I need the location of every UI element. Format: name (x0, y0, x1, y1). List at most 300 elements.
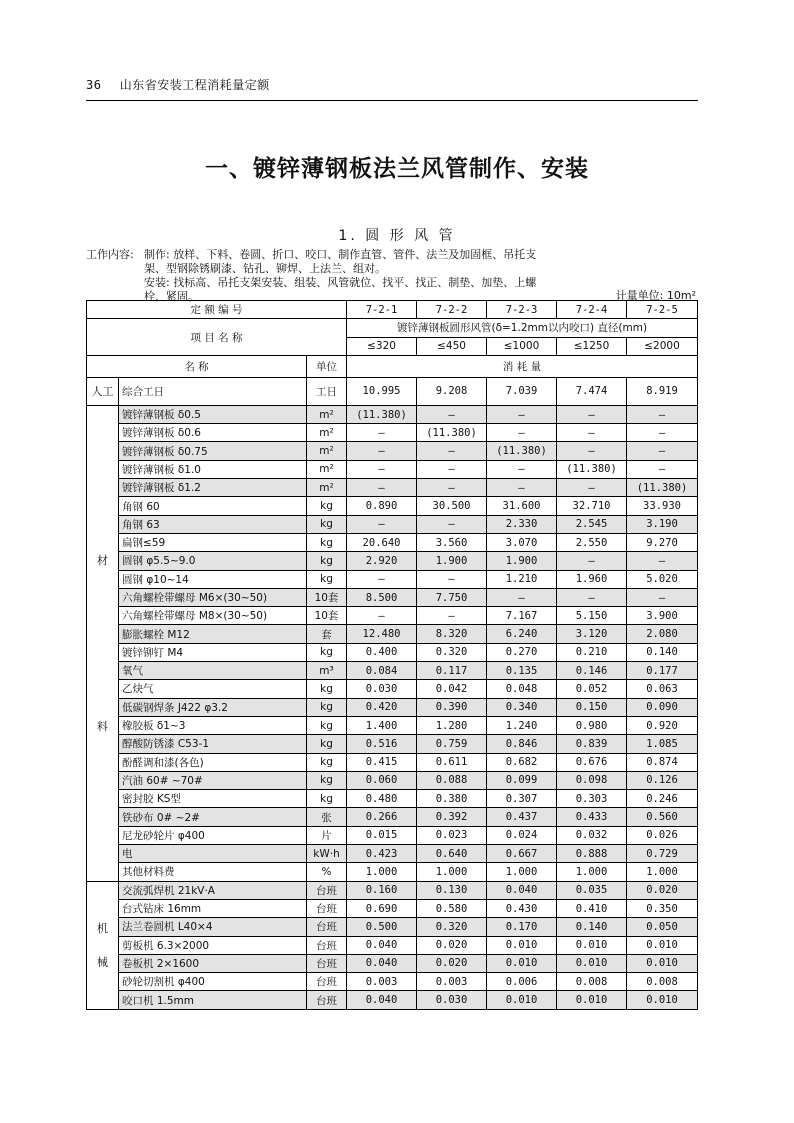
material-value: 31.600 (487, 497, 557, 515)
material-value: — (417, 607, 487, 625)
material-value: 2.550 (557, 533, 627, 551)
material-value: 0.099 (487, 771, 557, 789)
category-materials (87, 405, 119, 881)
material-value: 0.846 (487, 735, 557, 753)
material-value: 0.060 (347, 771, 417, 789)
diameter-header: ≤1000 (487, 337, 557, 355)
material-name: 乙炔气 (119, 680, 307, 698)
material-value: 0.560 (627, 808, 698, 826)
material-name: 醇酸防锈漆 C53-1 (119, 735, 307, 753)
material-unit: kg (307, 698, 347, 716)
material-value: 0.980 (557, 716, 627, 734)
material-value: 8.320 (417, 625, 487, 643)
category-char: 材 (97, 554, 108, 568)
work-content-line: 架、型钢除锈刷漆、钻孔、铆焊、上法兰、组对。 (144, 262, 386, 275)
material-unit: m² (307, 442, 347, 460)
material-value: 1.000 (557, 863, 627, 881)
material-value: 0.140 (627, 643, 698, 661)
machinery-value: 0.140 (557, 918, 627, 936)
machinery-name: 交流弧焊机 21kV·A (119, 881, 307, 899)
machinery-value: 0.008 (557, 973, 627, 991)
material-name: 铁砂布 0# ~2# (119, 808, 307, 826)
material-row (87, 570, 698, 588)
material-row (87, 405, 698, 423)
work-content-line: 栓、紧固。 (144, 290, 199, 303)
machinery-name: 台式钻床 16mm (119, 899, 307, 917)
name-label: 名 称 (87, 355, 307, 377)
machinery-value: 0.040 (347, 954, 417, 972)
material-value: 1.000 (627, 863, 698, 881)
machinery-value: 0.050 (627, 918, 698, 936)
machinery-value: 0.010 (557, 954, 627, 972)
material-name: 膨胀螺栓 M12 (119, 625, 307, 643)
material-name: 圆钢 φ5.5~9.0 (119, 552, 307, 570)
material-value: 0.480 (347, 790, 417, 808)
machinery-value: 0.580 (417, 899, 487, 917)
material-value: — (557, 552, 627, 570)
material-value: 0.676 (557, 753, 627, 771)
material-unit: m² (307, 424, 347, 442)
material-name: 氧气 (119, 662, 307, 680)
material-row (87, 771, 698, 789)
material-unit: 套 (307, 625, 347, 643)
machinery-value: 0.010 (487, 991, 557, 1009)
machinery-value: 0.430 (487, 899, 557, 917)
quota-code: 7-2-3 (487, 301, 557, 319)
diameter-header: ≤320 (347, 337, 417, 355)
material-row (87, 442, 698, 460)
material-value: 0.270 (487, 643, 557, 661)
material-value: 7.167 (487, 607, 557, 625)
material-value: — (487, 588, 557, 606)
material-value: 0.177 (627, 662, 698, 680)
machinery-row (87, 936, 698, 954)
material-value: — (557, 424, 627, 442)
work-content-line: 安装: 找标高、吊托支架安装、组装、风管就位、找平、找正、制垫、加垫、上螺 (144, 276, 537, 289)
material-value: 0.759 (417, 735, 487, 753)
material-value: 2.080 (627, 625, 698, 643)
material-value: 33.930 (627, 497, 698, 515)
machinery-value: 0.003 (347, 973, 417, 991)
material-name: 镀锌铆钉 M4 (119, 643, 307, 661)
machinery-unit: 台班 (307, 918, 347, 936)
material-value: 3.120 (557, 625, 627, 643)
material-value: — (627, 424, 698, 442)
material-value: 0.307 (487, 790, 557, 808)
material-value: 2.920 (347, 552, 417, 570)
material-value: 1.400 (347, 716, 417, 734)
material-unit: kg (307, 680, 347, 698)
material-unit: kg (307, 643, 347, 661)
material-value: 0.303 (557, 790, 627, 808)
page-number: 36 (86, 78, 102, 92)
material-value: 0.437 (487, 808, 557, 826)
material-value: 0.516 (347, 735, 417, 753)
machinery-value: 0.008 (627, 973, 698, 991)
material-row (87, 643, 698, 661)
labor-unit: 工日 (307, 377, 347, 405)
machinery-name: 法兰卷圆机 L40×4 (119, 918, 307, 936)
machinery-value: 0.040 (347, 991, 417, 1009)
material-unit: kg (307, 570, 347, 588)
material-row (87, 845, 698, 863)
material-value: 0.135 (487, 662, 557, 680)
material-row (87, 460, 698, 478)
category-char: 械 (97, 956, 108, 970)
material-value: 0.210 (557, 643, 627, 661)
material-value: 2.545 (557, 515, 627, 533)
material-value: 0.098 (557, 771, 627, 789)
machinery-value: 0.003 (417, 973, 487, 991)
material-name: 圆钢 φ10~14 (119, 570, 307, 588)
material-name: 镀锌薄钢板 δ0.75 (119, 442, 307, 460)
material-value: 0.390 (417, 698, 487, 716)
material-value: 0.126 (627, 771, 698, 789)
labor-name: 综合工日 (119, 377, 307, 405)
unit-label: 单位 (307, 355, 347, 377)
material-value: 3.070 (487, 533, 557, 551)
material-row (87, 424, 698, 442)
material-value: 0.640 (417, 845, 487, 863)
machinery-unit: 台班 (307, 899, 347, 917)
material-value: — (487, 460, 557, 478)
running-header (86, 76, 270, 93)
material-unit: 片 (307, 826, 347, 844)
material-value: (11.380) (487, 442, 557, 460)
material-value: 0.084 (347, 662, 417, 680)
material-value: 8.500 (347, 588, 417, 606)
machinery-value: 0.030 (417, 991, 487, 1009)
measurement-unit: 计量单位: 10m² (615, 289, 696, 302)
material-unit: kW·h (307, 845, 347, 863)
material-value: 20.640 (347, 533, 417, 551)
quota-code: 7-2-4 (557, 301, 627, 319)
machinery-unit: 台班 (307, 991, 347, 1009)
material-value: — (347, 424, 417, 442)
material-value: 0.024 (487, 826, 557, 844)
material-value: 0.839 (557, 735, 627, 753)
material-unit: kg (307, 753, 347, 771)
material-value: 0.032 (557, 826, 627, 844)
material-value: 0.874 (627, 753, 698, 771)
machinery-value: 0.040 (487, 881, 557, 899)
item-label: 项 目 名 称 (87, 319, 347, 356)
material-unit: % (307, 863, 347, 881)
material-name: 扁钢≤59 (119, 533, 307, 551)
book-title: 山东省安装工程消耗量定额 (119, 78, 270, 92)
material-name: 角钢 60 (119, 497, 307, 515)
material-unit: kg (307, 533, 347, 551)
material-value: 0.611 (417, 753, 487, 771)
machinery-row (87, 991, 698, 1009)
material-value: 0.023 (417, 826, 487, 844)
machinery-value: 0.690 (347, 899, 417, 917)
material-value: 0.150 (557, 698, 627, 716)
material-value: 5.020 (627, 570, 698, 588)
category-machinery (87, 881, 119, 1009)
machinery-value: 0.006 (487, 973, 557, 991)
machinery-value: 0.320 (417, 918, 487, 936)
category-char: 机 (97, 922, 108, 936)
material-value: — (347, 460, 417, 478)
material-unit: m² (307, 479, 347, 497)
material-row (87, 515, 698, 533)
machinery-value: 0.020 (417, 954, 487, 972)
material-value: 1.900 (417, 552, 487, 570)
material-value: — (417, 460, 487, 478)
machinery-row (87, 973, 698, 991)
material-value: 6.240 (487, 625, 557, 643)
material-row (87, 479, 698, 497)
material-value: 1.210 (487, 570, 557, 588)
material-value: 7.750 (417, 588, 487, 606)
material-unit: kg (307, 716, 347, 734)
material-value: 0.420 (347, 698, 417, 716)
material-value: 0.920 (627, 716, 698, 734)
material-name: 六角螺栓带螺母 M8×(30~50) (119, 607, 307, 625)
machinery-name: 砂轮切割机 φ400 (119, 973, 307, 991)
material-unit: 10套 (307, 588, 347, 606)
machinery-row (87, 881, 698, 899)
material-value: 0.340 (487, 698, 557, 716)
material-value: 0.380 (417, 790, 487, 808)
material-name: 电 (119, 845, 307, 863)
material-row (87, 698, 698, 716)
material-row (87, 735, 698, 753)
material-value: 0.320 (417, 643, 487, 661)
quota-code: 7-2-2 (417, 301, 487, 319)
material-value: 0.052 (557, 680, 627, 698)
material-unit: kg (307, 552, 347, 570)
material-value: 0.026 (627, 826, 698, 844)
material-value: 3.900 (627, 607, 698, 625)
material-value: 30.500 (417, 497, 487, 515)
diameter-header: ≤2000 (627, 337, 698, 355)
material-unit: 10套 (307, 607, 347, 625)
material-name: 角钢 63 (119, 515, 307, 533)
material-row (87, 625, 698, 643)
material-row (87, 497, 698, 515)
material-unit: kg (307, 771, 347, 789)
machinery-value: 0.160 (347, 881, 417, 899)
machinery-unit: 台班 (307, 954, 347, 972)
material-row (87, 552, 698, 570)
material-value: 0.890 (347, 497, 417, 515)
material-unit: kg (307, 735, 347, 753)
material-value: — (347, 607, 417, 625)
material-value: — (627, 460, 698, 478)
machinery-name: 咬口机 1.5mm (119, 991, 307, 1009)
machinery-value: 0.010 (627, 954, 698, 972)
material-value: 12.480 (347, 625, 417, 643)
category-char: 料 (97, 720, 108, 734)
material-name: 橡胶板 δ1~3 (119, 716, 307, 734)
material-unit: kg (307, 790, 347, 808)
material-value: (11.380) (557, 460, 627, 478)
material-unit: kg (307, 515, 347, 533)
material-row (87, 716, 698, 734)
labor-value: 8.919 (627, 377, 698, 405)
material-value: 0.433 (557, 808, 627, 826)
material-value: — (417, 479, 487, 497)
consumption-label: 消 耗 量 (347, 355, 698, 377)
machinery-value: 0.010 (487, 954, 557, 972)
material-unit: m² (307, 405, 347, 423)
material-name: 汽油 60# ~70# (119, 771, 307, 789)
material-value: 0.400 (347, 643, 417, 661)
machinery-value: 0.130 (417, 881, 487, 899)
quota-code: 7-2-5 (627, 301, 698, 319)
material-value: — (627, 442, 698, 460)
material-unit: m² (307, 460, 347, 478)
material-value: — (627, 588, 698, 606)
material-value: — (557, 405, 627, 423)
machinery-row (87, 954, 698, 972)
labor-value: 9.208 (417, 377, 487, 405)
material-value: — (417, 405, 487, 423)
machinery-value: 0.020 (417, 936, 487, 954)
material-value: (11.380) (417, 424, 487, 442)
material-value: 1.240 (487, 716, 557, 734)
material-value: 1.280 (417, 716, 487, 734)
quota-code: 7-2-1 (347, 301, 417, 319)
machinery-name: 剪板机 6.3×2000 (119, 936, 307, 954)
machinery-unit: 台班 (307, 936, 347, 954)
material-value: 0.063 (627, 680, 698, 698)
material-value: — (487, 479, 557, 497)
header-rule (86, 100, 698, 101)
material-value: 0.030 (347, 680, 417, 698)
material-unit: 张 (307, 808, 347, 826)
material-value: — (627, 552, 698, 570)
material-value: 0.392 (417, 808, 487, 826)
material-value: — (627, 405, 698, 423)
quota-table (86, 300, 698, 1010)
material-value: 1.900 (487, 552, 557, 570)
section-title: 一、镀锌薄钢板法兰风管制作、安装 (205, 156, 589, 182)
material-value: 0.423 (347, 845, 417, 863)
material-name: 镀锌薄钢板 δ1.2 (119, 479, 307, 497)
material-value: 0.682 (487, 753, 557, 771)
material-value: 3.560 (417, 533, 487, 551)
material-value: — (347, 515, 417, 533)
material-value: 0.088 (417, 771, 487, 789)
work-content-label: 工作内容: (86, 248, 134, 261)
material-name: 低碳钢焊条 J422 φ3.2 (119, 698, 307, 716)
material-unit: kg (307, 497, 347, 515)
labor-value: 7.039 (487, 377, 557, 405)
material-value: — (557, 479, 627, 497)
machinery-value: 0.040 (347, 936, 417, 954)
material-row (87, 790, 698, 808)
machinery-value: 0.010 (627, 936, 698, 954)
work-content-line: 制作: 放样、下料、卷圆、折口、咬口、制作直管、管件、法兰及加固框、吊托支 (144, 248, 537, 261)
material-name: 镀锌薄钢板 δ0.5 (119, 405, 307, 423)
material-value: — (557, 588, 627, 606)
material-row (87, 533, 698, 551)
material-name: 密封胶 KS型 (119, 790, 307, 808)
group-header: 镀锌薄钢板圆形风管(δ=1.2mm以内咬口) 直径(mm) (347, 319, 698, 337)
material-value: 5.150 (557, 607, 627, 625)
material-value: 0.042 (417, 680, 487, 698)
work-content (86, 248, 606, 304)
machinery-unit: 台班 (307, 973, 347, 991)
material-value: 1.960 (557, 570, 627, 588)
material-unit: m³ (307, 662, 347, 680)
material-value: 2.330 (487, 515, 557, 533)
material-name: 酚醛调和漆(各色) (119, 753, 307, 771)
machinery-row (87, 918, 698, 936)
material-value: 0.729 (627, 845, 698, 863)
material-name: 镀锌薄钢板 δ0.6 (119, 424, 307, 442)
material-value: (11.380) (627, 479, 698, 497)
material-value: 0.246 (627, 790, 698, 808)
code-label: 定 额 编 号 (87, 301, 347, 319)
material-value: 32.710 (557, 497, 627, 515)
material-value: — (487, 424, 557, 442)
material-value: — (417, 515, 487, 533)
material-value: — (347, 570, 417, 588)
material-value: 0.048 (487, 680, 557, 698)
machinery-unit: 台班 (307, 881, 347, 899)
labor-value: 10.995 (347, 377, 417, 405)
material-row (87, 808, 698, 826)
machinery-value: 0.350 (627, 899, 698, 917)
machinery-value: 0.035 (557, 881, 627, 899)
machinery-value: 0.010 (627, 991, 698, 1009)
material-value: 0.117 (417, 662, 487, 680)
labor-value: 7.474 (557, 377, 627, 405)
material-value: 1.085 (627, 735, 698, 753)
material-row (87, 680, 698, 698)
diameter-header: ≤450 (417, 337, 487, 355)
material-value: 0.888 (557, 845, 627, 863)
machinery-value: 0.500 (347, 918, 417, 936)
material-value: — (557, 442, 627, 460)
material-value: — (417, 442, 487, 460)
material-row (87, 662, 698, 680)
material-name: 其他材料费 (119, 863, 307, 881)
material-value: 3.190 (627, 515, 698, 533)
material-value: 0.667 (487, 845, 557, 863)
machinery-name: 卷板机 2×1600 (119, 954, 307, 972)
material-value: — (347, 442, 417, 460)
material-value: — (487, 405, 557, 423)
machinery-value: 0.020 (627, 881, 698, 899)
material-value: (11.380) (347, 405, 417, 423)
material-row (87, 588, 698, 606)
subsection-title: 1. 圆 形 风 管 (338, 228, 456, 244)
material-value: 0.415 (347, 753, 417, 771)
machinery-row (87, 899, 698, 917)
material-name: 尼龙砂轮片 φ400 (119, 826, 307, 844)
category-labor: 人工 (87, 377, 119, 405)
machinery-value: 0.010 (557, 936, 627, 954)
material-row (87, 607, 698, 625)
material-value: 1.000 (487, 863, 557, 881)
material-value: 0.015 (347, 826, 417, 844)
material-value: 1.000 (347, 863, 417, 881)
material-row (87, 753, 698, 771)
diameter-header: ≤1250 (557, 337, 627, 355)
material-value: — (417, 570, 487, 588)
material-value: — (347, 479, 417, 497)
material-value: 9.270 (627, 533, 698, 551)
machinery-value: 0.010 (557, 991, 627, 1009)
material-row (87, 863, 698, 881)
machinery-value: 0.170 (487, 918, 557, 936)
material-value: 0.146 (557, 662, 627, 680)
